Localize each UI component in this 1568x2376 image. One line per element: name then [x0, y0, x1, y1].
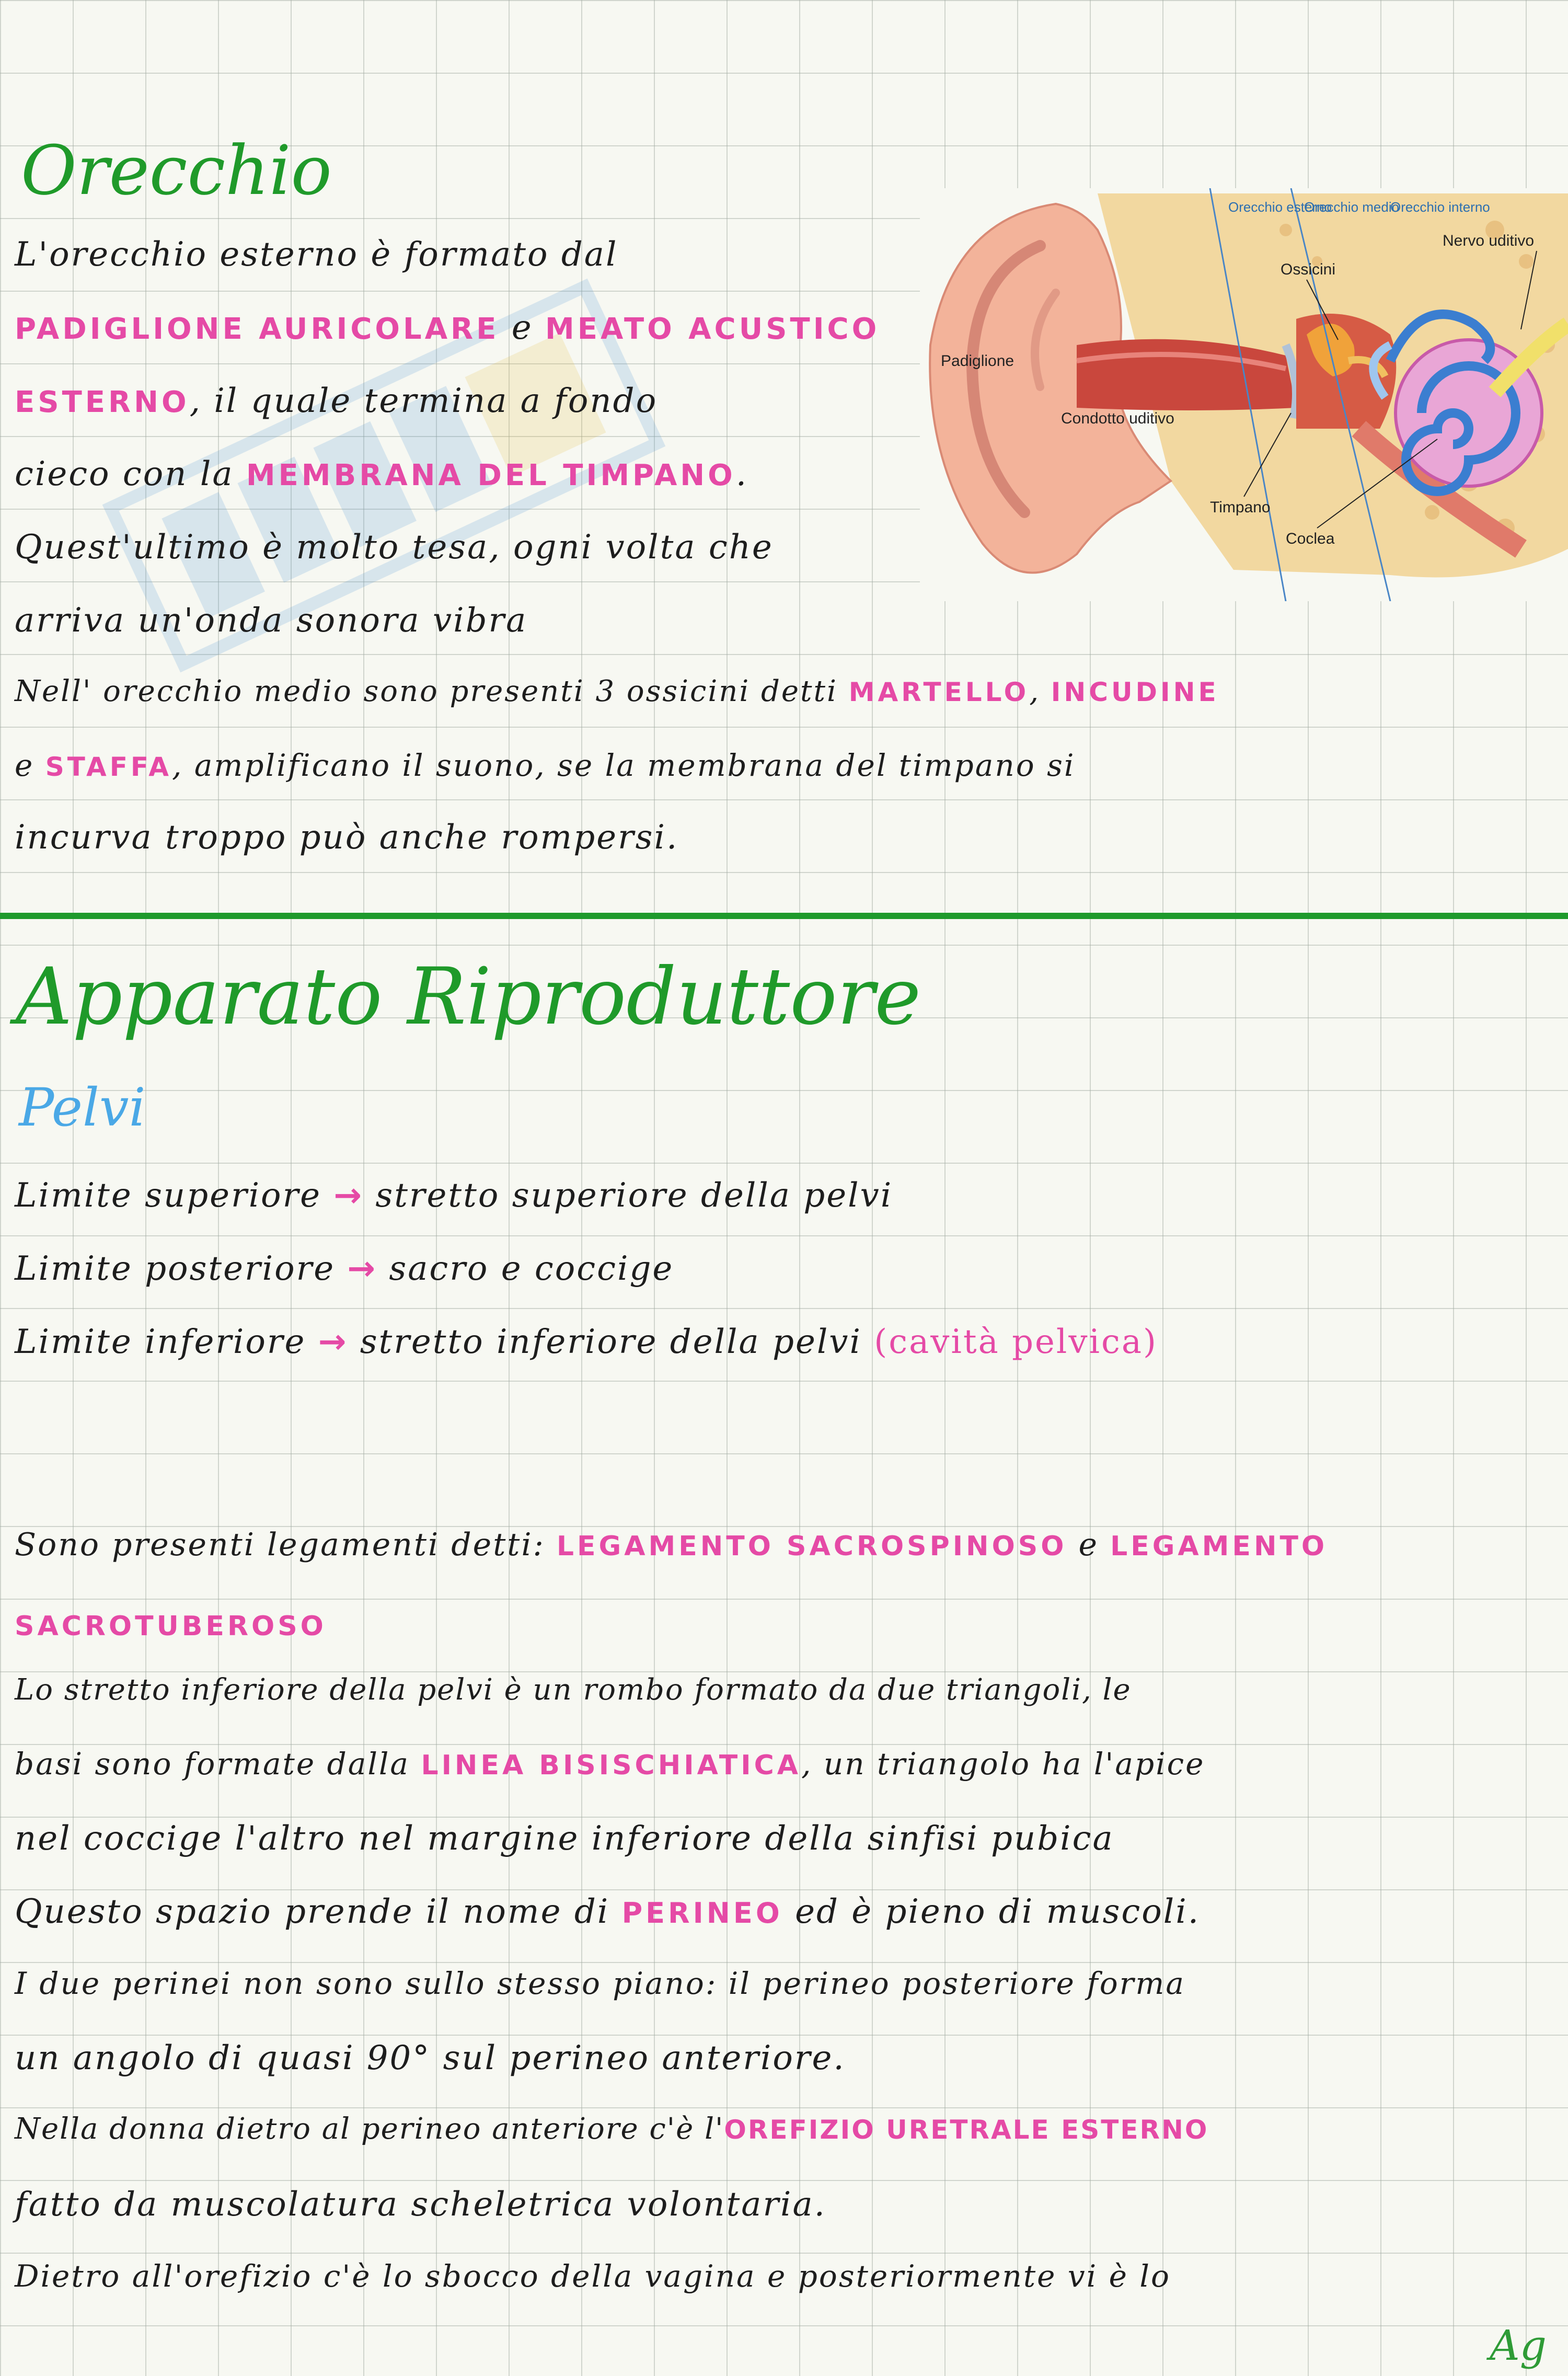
text-line: [15, 1526, 1328, 1563]
highlight-term: LEGAMENTO: [1110, 1531, 1328, 1562]
text-segment: Lo stretto inferiore della pelvi è un rombo formato da due triangoli, le: [15, 1673, 1132, 1707]
text-segment: e: [1067, 1526, 1111, 1563]
highlight-term: PERINEO: [621, 1897, 783, 1930]
label-ear-canal: Condotto uditivo: [1061, 410, 1174, 427]
highlight-term: MEMBRANA DEL TIMPANO: [246, 458, 736, 492]
text-line: [15, 818, 678, 857]
text-segment: incurva troppo può anche rompersi.: [15, 818, 679, 857]
text-segment: e: [499, 308, 545, 347]
text-line: [15, 235, 618, 274]
text-segment: basi sono formate dalla: [15, 1746, 421, 1782]
limit-extra: (cavità pelvica): [874, 1323, 1158, 1361]
highlight-term: ESTERNO: [15, 385, 190, 419]
limit-label: Limite superiore: [15, 1176, 322, 1215]
text-segment: Nell' orecchio medio sono presenti 3 ossicini detti: [15, 674, 849, 708]
arrow-icon: →: [318, 1323, 348, 1361]
text-segment: ,: [1029, 674, 1051, 708]
text-segment: Questo spazio prende il nome di: [15, 1892, 622, 1931]
ear-anatomy-diagram: [920, 188, 1568, 601]
text-line: [15, 2185, 826, 2224]
text-segment: arriva un'onda sonora vibra: [15, 601, 528, 640]
label-eardrum: Timpano: [1210, 499, 1271, 516]
section-title-orecchio: Orecchio: [21, 131, 332, 210]
limit-value: sacro e coccige: [389, 1249, 674, 1288]
text-line: [15, 455, 748, 493]
label-outer-ear: Orecchio esterno: [1228, 199, 1332, 215]
text-line: [15, 2112, 1208, 2146]
label-middle-ear: Orecchio medio: [1304, 199, 1400, 215]
limit-row: [15, 1249, 674, 1288]
limit-value: stretto superiore della pelvi: [375, 1176, 893, 1215]
text-line: [15, 382, 658, 420]
text-segment: Dietro all'orefizio c'è lo sbocco della vagina e posteriormente vi è lo: [15, 2258, 1171, 2294]
highlight-term: MARTELLO: [848, 677, 1030, 707]
highlight-term: LEGAMENTO SACROSPINOSO: [556, 1531, 1067, 1562]
highlight-term: STAFFA: [45, 752, 172, 782]
text-line: [15, 748, 1075, 783]
subsection-title-pelvi: Pelvi: [19, 1077, 146, 1138]
limit-row: [15, 1323, 1158, 1361]
text-segment: L'orecchio esterno è formato dal: [15, 235, 618, 274]
label-cochlea: Coclea: [1286, 530, 1335, 547]
limit-value: stretto inferiore della pelvi: [360, 1323, 862, 1361]
text-segment: , un triangolo ha l'apice: [801, 1746, 1205, 1782]
text-segment: , il quale termina a fondo: [189, 382, 658, 420]
arrow-icon: →: [347, 1249, 377, 1288]
limit-label: Limite posteriore: [15, 1249, 336, 1288]
label-auditory-nerve: Nervo uditivo: [1443, 232, 1535, 249]
text-segment: fatto da muscolatura scheletrica volontaria.: [15, 2185, 826, 2224]
text-line: [15, 1892, 1200, 1931]
text-segment: un angolo di quasi 90° sul perineo anteriore.: [15, 2039, 846, 2077]
text-line: [15, 674, 1219, 708]
text-line: [15, 1966, 1185, 2001]
text-line: [15, 2039, 846, 2077]
highlight-term: LINEA BISISCHIATICA: [421, 1750, 802, 1781]
text-line: [15, 601, 527, 640]
text-segment: ed è pieno di muscoli.: [782, 1892, 1201, 1931]
highlight-term: SACROTUBEROSO: [15, 1611, 327, 1642]
text-segment: nel coccige l'altro nel margine inferiore della sinfisi pubica: [15, 1819, 1114, 1858]
text-segment: I due perinei non sono sullo stesso piano: il perineo posteriore forma: [15, 1966, 1185, 2001]
limit-row: [15, 1176, 893, 1215]
label-inner-ear: Orecchio interno: [1390, 199, 1490, 215]
arrow-icon: →: [333, 1176, 363, 1215]
text-segment: cieco con la: [15, 455, 246, 493]
label-pinna: Padiglione: [941, 352, 1014, 370]
text-segment: Quest'ultimo è molto tesa, ogni volta che: [15, 528, 774, 567]
author-signature: Ag: [1490, 2321, 1547, 2370]
highlight-term: PADIGLIONE AURICOLARE: [15, 312, 500, 346]
text-segment: .: [735, 455, 748, 493]
section-title-apparato-riproduttore: Apparato Riproduttore: [16, 951, 921, 1042]
limit-label: Limite inferiore: [15, 1323, 306, 1361]
text-line: [15, 1605, 327, 1644]
label-ossicles: Ossicini: [1281, 261, 1336, 278]
text-segment: , amplificano il suono, se la membrana del timpano si: [171, 748, 1076, 783]
highlight-term: OREFIZIO URETRALE ESTERNO: [724, 2115, 1209, 2145]
text-line: [15, 1746, 1205, 1782]
text-segment: Sono presenti legamenti detti:: [15, 1526, 557, 1563]
highlight-term: INCUDINE: [1051, 677, 1219, 707]
text-segment: e: [15, 748, 45, 783]
text-line: [15, 1819, 1114, 1858]
text-line: [15, 2258, 1171, 2294]
highlight-term: MEATO ACUSTICO: [545, 312, 880, 346]
text-line: [15, 528, 774, 567]
text-segment: Nella donna dietro al perineo anteriore c'è l': [15, 2112, 724, 2146]
section-divider: [0, 913, 1568, 919]
text-line: [15, 1673, 1132, 1707]
text-line: [15, 308, 880, 347]
